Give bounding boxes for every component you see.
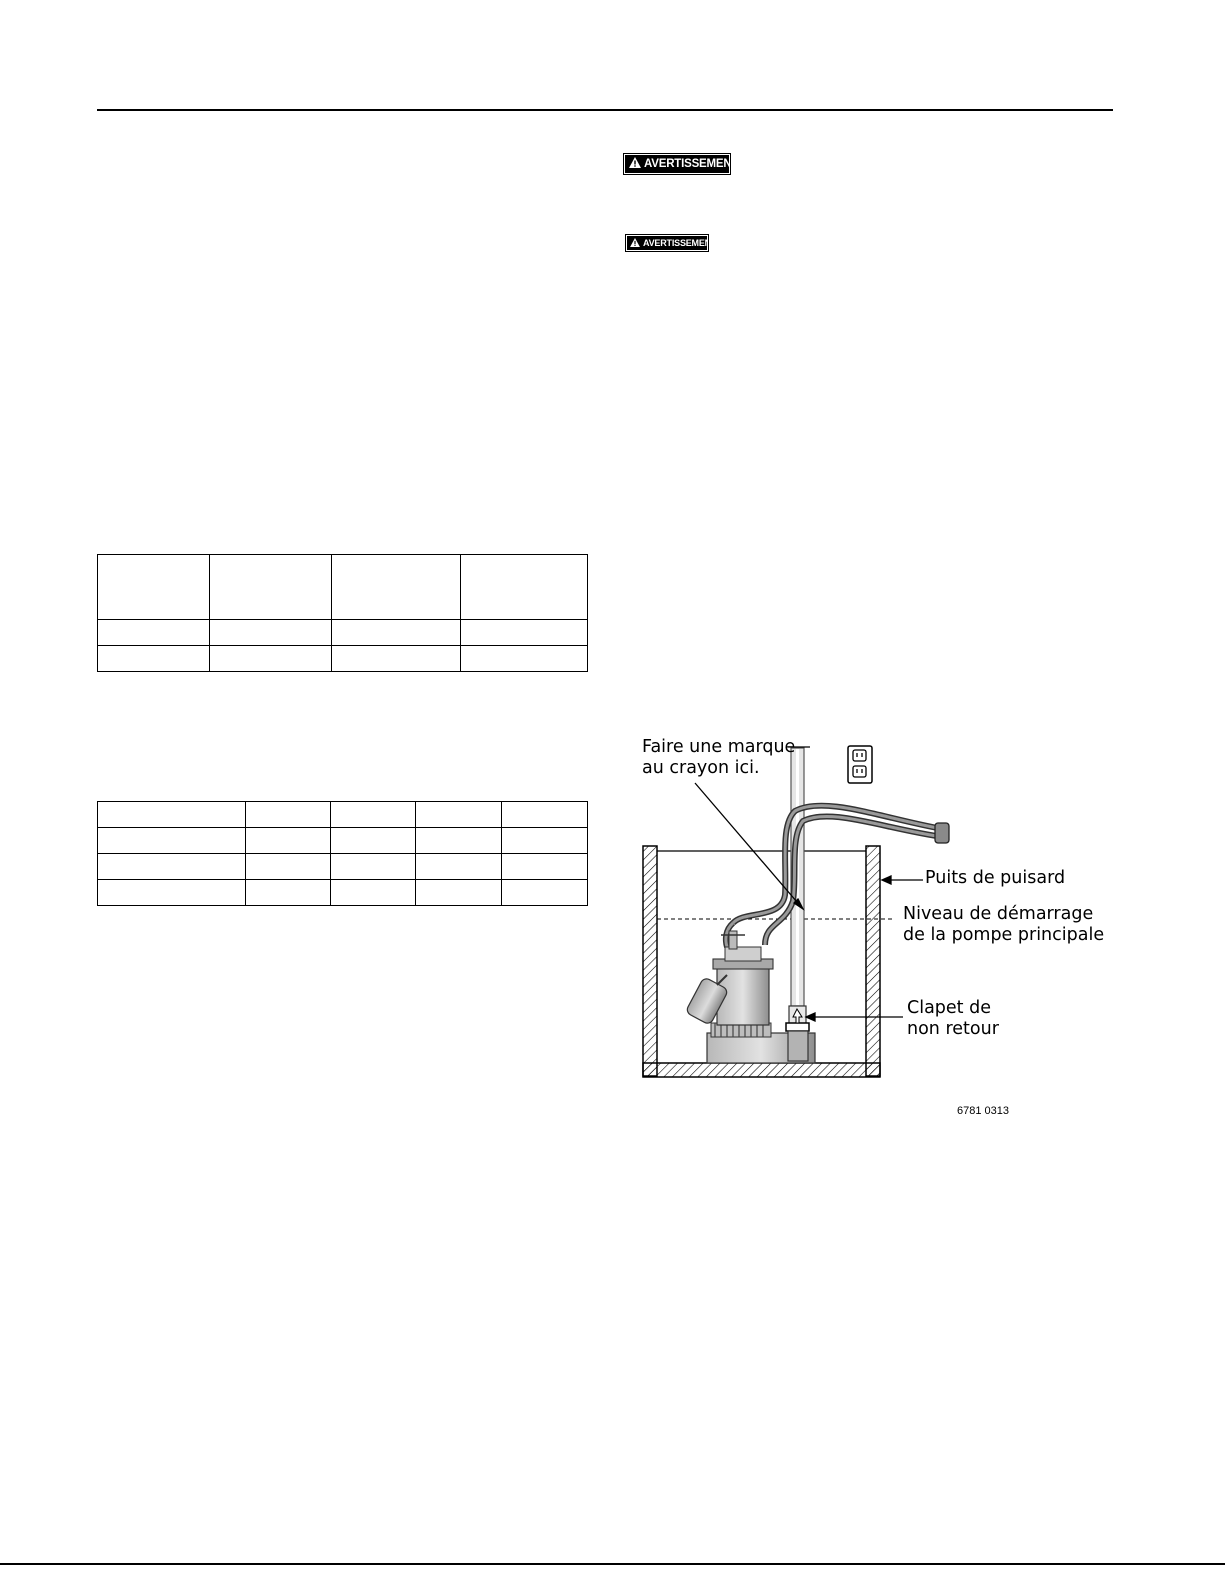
check-valve-icon — [786, 1006, 809, 1061]
table-cell — [210, 555, 332, 620]
table-cell — [502, 880, 588, 906]
table-header-row — [98, 555, 588, 620]
table-cell — [416, 802, 502, 828]
table-cell — [461, 555, 588, 620]
footer-rule — [0, 1563, 1225, 1565]
table-row — [98, 646, 588, 672]
callout-check-valve — [907, 998, 999, 1040]
figure-code: 6781 0313 — [957, 1105, 1009, 1117]
table-cell — [331, 802, 416, 828]
table-row — [98, 854, 588, 880]
specs-table-2 — [97, 801, 588, 906]
table-cell — [461, 620, 588, 646]
specs-table-1 — [97, 554, 588, 672]
table-cell — [98, 828, 246, 854]
outlet-icon — [848, 746, 872, 783]
sump-pump-diagram — [625, 725, 1105, 1125]
warning-label: AVERTISSEMENT — [643, 238, 717, 248]
table-cell — [416, 880, 502, 906]
table-cell — [210, 620, 332, 646]
table-cell — [331, 880, 416, 906]
table-cell — [502, 854, 588, 880]
table-cell — [246, 880, 331, 906]
table-cell — [332, 555, 461, 620]
warning-badge — [625, 155, 739, 173]
table-row — [98, 880, 588, 906]
table-cell — [461, 646, 588, 672]
table-row — [98, 828, 588, 854]
table-cell — [210, 646, 332, 672]
table-cell — [98, 646, 210, 672]
table-cell — [332, 620, 461, 646]
table-cell — [331, 828, 416, 854]
callout-line: de la pompe principale — [903, 925, 1105, 945]
callout-line: Clapet de — [907, 998, 991, 1018]
table-cell — [98, 880, 246, 906]
callout-line: non retour — [907, 1019, 999, 1039]
warning-badge — [627, 236, 717, 250]
callout-sump-pit: Puits de puisard — [925, 868, 1066, 888]
warning-triangle-icon — [630, 238, 640, 249]
table-cell — [416, 854, 502, 880]
table-cell — [98, 802, 246, 828]
table-cell — [246, 802, 331, 828]
warning-label: AVERTISSEMENT — [644, 158, 739, 170]
table-cell — [331, 854, 416, 880]
callout-pencil-mark — [642, 737, 795, 779]
callout-line: Niveau de démarrage — [903, 904, 1094, 924]
callout-line: au crayon ici. — [642, 758, 760, 778]
table-cell — [246, 828, 331, 854]
table-cell — [98, 620, 210, 646]
warning-triangle-icon — [629, 157, 641, 171]
table-row — [98, 802, 588, 828]
callout-start-level — [903, 904, 1104, 946]
table-row — [98, 620, 588, 646]
table-cell — [502, 802, 588, 828]
table-cell — [332, 646, 461, 672]
table-cell — [98, 555, 210, 620]
callout-line: Faire une marque — [642, 737, 796, 757]
header-rule — [97, 109, 1113, 111]
table-cell — [246, 854, 331, 880]
table-cell — [416, 828, 502, 854]
table-cell — [98, 854, 246, 880]
table-cell — [502, 828, 588, 854]
